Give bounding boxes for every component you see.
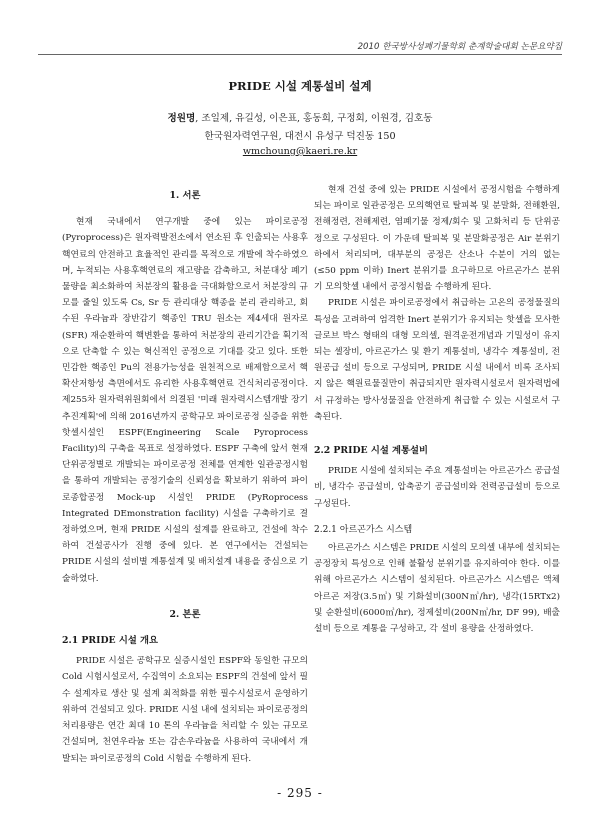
header-divider xyxy=(38,54,562,55)
systems-paragraph: PRIDE 시설에 설치되는 주요 계통설비는 아르곤가스 공급설비, 냉각수 공급설비, 압축공기 공급설비와 전력공급설비 등으로 구성된다. xyxy=(314,466,560,509)
coauthors: , 조일제, 유길성, 이은표, 홍동희, 구정회, 이원경, 김호동 xyxy=(195,113,433,124)
intro-paragraph: 현재 국내에서 연구개발 중에 있는 파이로공정(Pyroprocess)은 원자력발전소에서 연소된 후 인출되는 사용후핵연료의 안전하고 효율적인 관리를 목적으로 개발에 착수하였으며, 누적되는 사용후핵연료의 재고량을 감축하고, 처분대상 폐기물량을 최소화하여 처분장의 활용을 극대화함으로서 처분장의 규모를 줄일 있도록 Cs, Sr 등 관리대상 핵종을 분리 관리하고, 회수된 우라늄과 장반감기 핵종인 TRU 원소는 제4세대 원자로(SFR) 재순환하여 핵변환을 통하여 처분장의 관리기간을 획기적으로 단축할 수 있는 혁신적인 공정으로 기대를 갖고 있다. 또한 민감한 핵종인 Pu의 전용가능성을 원천적으로 배제함으로서 핵확산저항성 측면에서도 유리한 사용후핵연료 건식처리공정이다. 제255차 원자력위원회에서 의결된 '미래 원자력시스템개발 장기 추진계획'에 의해 2016년까지 공학규모 파이로공정 실증을 위한 핫셀시설인 ESPF(Engineering Scale Pyroprocess Facility)의 구축을 목표로 설정하였다. ESPF 구축에 앞서 현재 단위공정별로 개발되는 파이로공정 전체를 연계한 일관공정시험을 통하여 개발되는 공정기술의 신뢰성을 확보하기 위하여 파이로종합공정 Mock-up 시설인 PRIDE (PyRoprocess Integrated DEmonstration facility) 시설을 구축하기로 결정하였으며, 현재 PRIDE 시설의 설계를 완료하고, 건설에 착수하여 건설공사가 진행 중에 있다. 본 연구에서는 건설되는 PRIDE 시설의 설비별 계통설계 및 배치설계 내용을 중심으로 기술하였다. xyxy=(62,217,308,584)
author-list xyxy=(0,111,600,127)
overview-paragraph: 현재 건설 중에 있는 PRIDE 시설에서 공정시험을 수행하게 되는 파이로 일관공정은 모의핵연료 탈피복 및 분말화, 전해환원, 전해정련, 전해제련, 염폐기물 정제/회수 및 고화처리 등 단위공정으로 구성된다. 이 가운데 탈피복 및 분말화공정은 Air 분위기 하에서 처리되며, 대부분의 공정은 산소나 수분이 거의 없는(≤50 ppm 이하) Inert 분위기를 요구하므로 아르곤가스 분위기 모의핫셀 내에서 공정시험을 수행하게 된다. xyxy=(314,185,560,293)
running-header: 2010 한국방사성폐기물학회 춘계학술대회 논문요약집 xyxy=(357,42,562,52)
subsection-heading-systems: 2.2 PRIDE 시설 계통설비 xyxy=(314,445,428,457)
page-number: - 295 - xyxy=(277,786,323,800)
overview-paragraph: PRIDE 시설은 파이로공정에서 취급하는 고온의 공정물질의 특성을 고려하여 엄격한 Inert 분위기가 유지되는 핫셀을 모사한 글로브 박스 형태의 대형 모의셀, 원격운전개념과 기밀성이 유지되는 셀장비, 아르곤가스 및 환기 계통설비, 냉각수 계통설비, 전원공급 설비 등으로 구성되며, PRIDE 시설 내에서 비록 조사되지 않은 핵원료물질만이 취급되지만 원자력시설로서 원자력법에서 규정하는 방사성물질을 안전하게 취급할 수 있는 시설로서 구축된다. xyxy=(314,298,560,422)
right-column xyxy=(314,182,560,637)
section-heading-intro: 1. 서론 xyxy=(169,190,201,201)
author-email: wmchoung@kaeri.re.kr xyxy=(242,146,358,157)
paper-title: PRIDE 시설 계통설비 설계 xyxy=(228,79,372,93)
lead-author: 정원명 xyxy=(167,113,196,124)
subsection-heading-overview: 2.1 PRIDE 시설 개요 xyxy=(62,635,159,647)
section-heading-body: 2. 본론 xyxy=(169,608,201,620)
left-column xyxy=(62,182,308,767)
subsubsection-heading-argon: 2.2.1 아르곤가스 시스템 xyxy=(314,524,413,535)
overview-paragraph: PRIDE 시설은 공학규모 실증시설인 ESPF와 동일한 규모의 Cold 시험시설로서, 수집역이 소요되는 ESPF의 건설에 앞서 필수 설계자료 생산 및 설계 최적화를 위한 필수시설로서 운영하기 위하여 건설되고 있다. PRIDE 시설 내에 설치되는 파이로공정의 처리용량은 연간 최대 10 톤의 우라늄을 처리할 수 있는 규모로 건설되며, 천연우라늄 또는 감손우라늄을 사용하여 국내에서 개발되는 파이로공정의 Cold 시험을 수행하게 된다. xyxy=(62,656,308,764)
argon-paragraph: 아르곤가스 시스템은 PRIDE 시설의 모의셀 내부에 설치되는 공정장치 특성으로 인해 불활성 분위기를 유지하여야 한다. 이를 위해 아르곤가스 시스템이 설치된다. 아르곤가스 시스템은 액체아르곤 저장(3.5㎥) 및 기화설비(300N㎥/hr), 냉각(15RTx2) 및 순환설비(6000㎥/hr), 정제설비(200N㎥/hr, DF 99), 배출설비 등으로 계통을 구성하고, 각 설비 용량을 산정하였다. xyxy=(314,543,560,635)
affiliation: 한국원자력연구원, 대전시 유성구 덕진동 150 xyxy=(204,131,396,142)
